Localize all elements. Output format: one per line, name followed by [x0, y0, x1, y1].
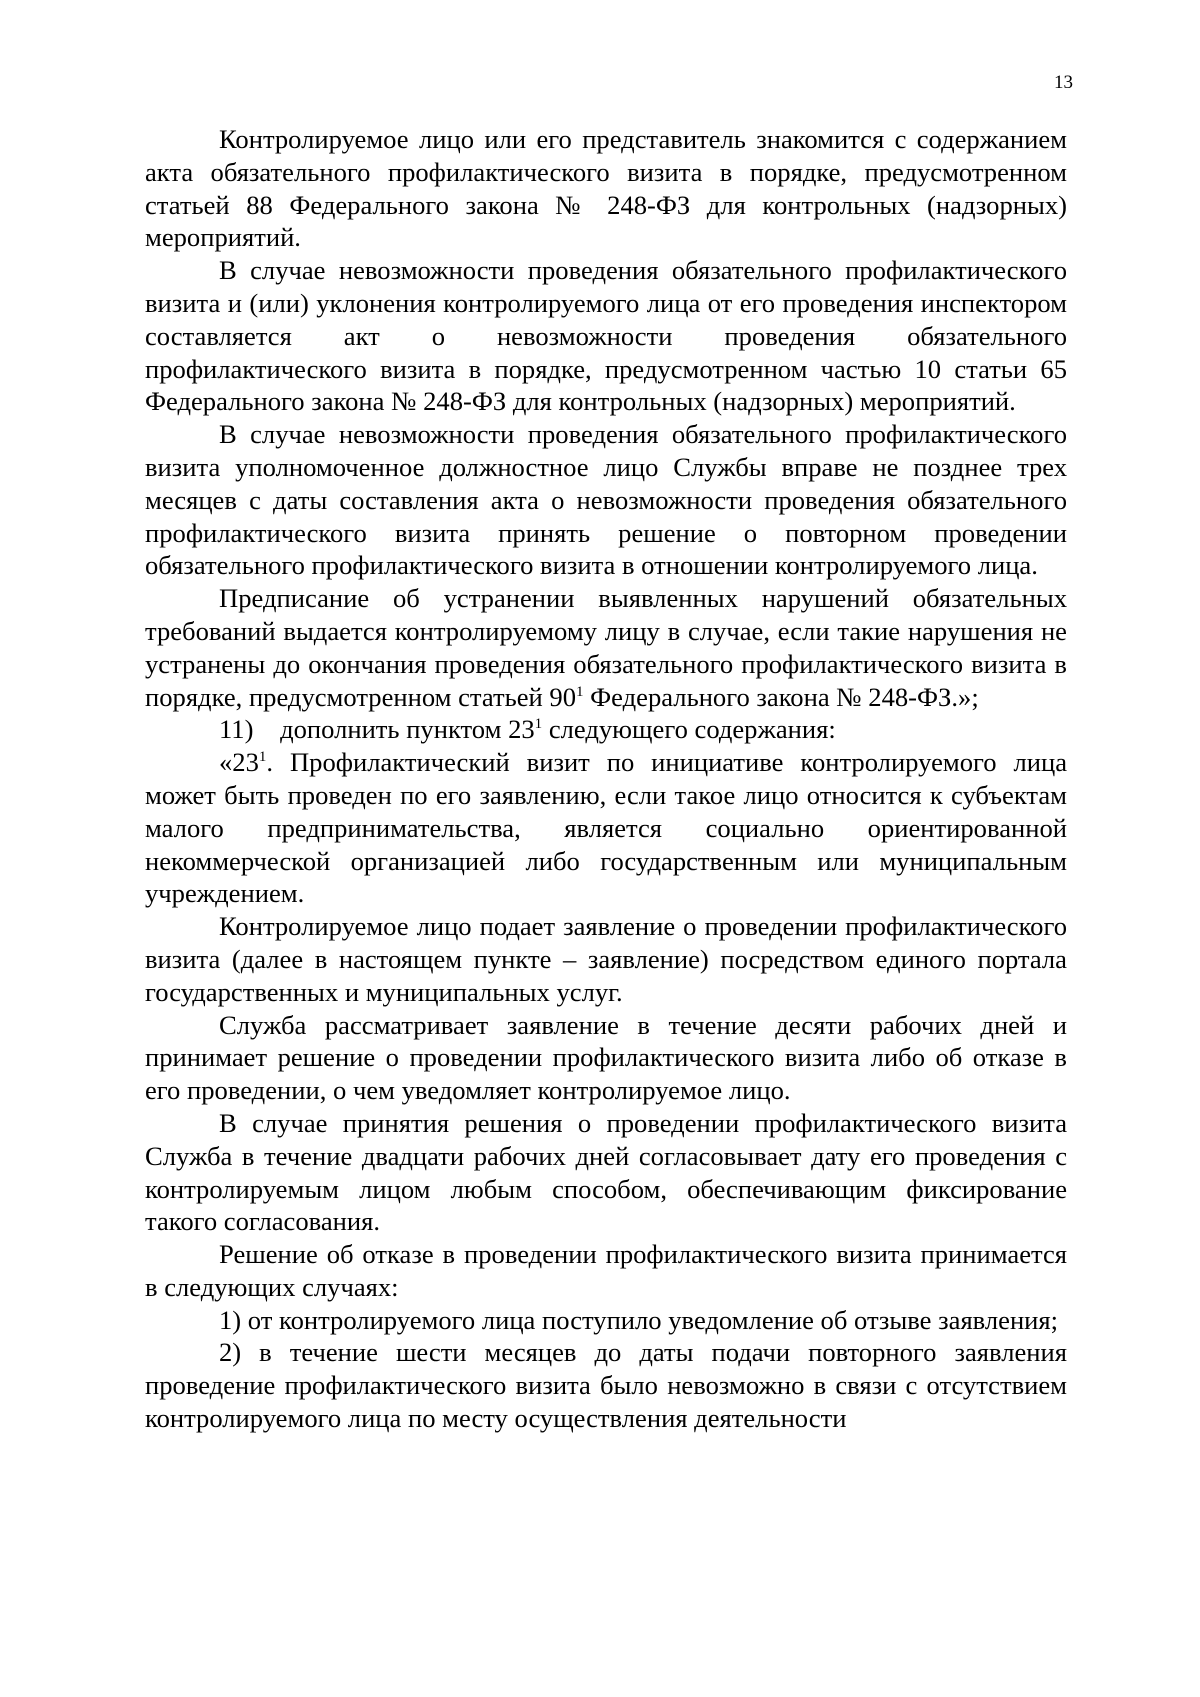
superscript: 1 [258, 749, 267, 766]
item-text: дополнить пунктом 23 [280, 714, 535, 745]
paragraph: В случае невозможности проведения обязательного профилактического визита уполномоченное должностное лицо Службы вправе не позднее трех месяцев с даты составления акта о невозможности проведения обязательного профилактического визита принять решение о повторном проведении обязательного профилактического визита в отношении контролируемого лица. [145, 419, 1067, 581]
paragraph-text: . Профилактический визит по инициативе контролируемого лица может быть проведен по его заявлению, если такое лицо относится к субъектам малого предпринимательства, является социально ориентированной некоммерческой организацией либо государственным или муниципальным учреждением. [145, 747, 1067, 909]
paragraph-23-1 [145, 746, 1067, 910]
paragraph: Служба рассматривает заявление в течение десяти рабочих дней и принимает решение о проведении профилактического визита либо об отказе в его проведении, о чем уведомляет контролируемое лицо. [145, 1009, 1067, 1106]
page-number: 13 [1054, 72, 1073, 93]
paragraph: В случае принятия решения о проведении профилактического визита Служба в течение двадцати рабочих дней согласовывает дату его проведения с контролируемым лицом любым способом, обеспечивающим фиксирование такого согласования. [145, 1107, 1067, 1237]
list-item: 2) в течение шести месяцев до даты подачи повторного заявления проведение профилактического визита было невозможно в связи с отсутствием контролируемого лица по месту осуществления деятельности [145, 1337, 1067, 1434]
paragraph: Контролируемое лицо или его представитель знакомится с содержанием акта обязательного профилактического визита в порядке, предусмотренном статьей 88 Федерального закона № 248-ФЗ для контрольных (надзорных) мероприятий. [145, 124, 1067, 253]
clause-number: «23 [219, 747, 259, 778]
paragraph-prescription [145, 582, 1067, 713]
paragraph: Контролируемое лицо подает заявление о проведении профилактического визита (далее в настоящем пункте – заявление) посредством единого портала государственных и муниципальных услуг. [145, 911, 1067, 1007]
paragraph-text: Федерального закона № 248-ФЗ.»; [583, 681, 979, 712]
list-item: 1) от контролируемого лица поступило уведомление об отзыве заявления; [219, 1304, 1059, 1335]
superscript: 1 [534, 716, 543, 733]
item-text: следующего содержания: [542, 714, 836, 745]
item-number: 11) [219, 714, 254, 745]
paragraph-text: Предписание об устранении выявленных нарушений обязательных требований выдается контролируемому лицу в случае, если такие нарушения не устранены до окончания проведения обязательного профилактического визита в порядке, предусмотренном статьей 90 [145, 583, 1067, 712]
paragraph: Решение об отказе в проведении профилактического визита принимается в следующих случаях: [145, 1239, 1067, 1302]
superscript: 1 [576, 683, 584, 700]
paragraph: В случае невозможности проведения обязательного профилактического визита и (или) уклонения контролируемого лица от его проведения инспектором составляется акт о невозможности проведения обязательного профилактического визита в порядке, предусмотренном частью 10 статьи 65 Федерального закона № 248-ФЗ для контрольных (надзорных) мероприятий. [145, 255, 1067, 417]
list-item-11 [145, 713, 1067, 746]
document-body [145, 123, 1067, 1435]
